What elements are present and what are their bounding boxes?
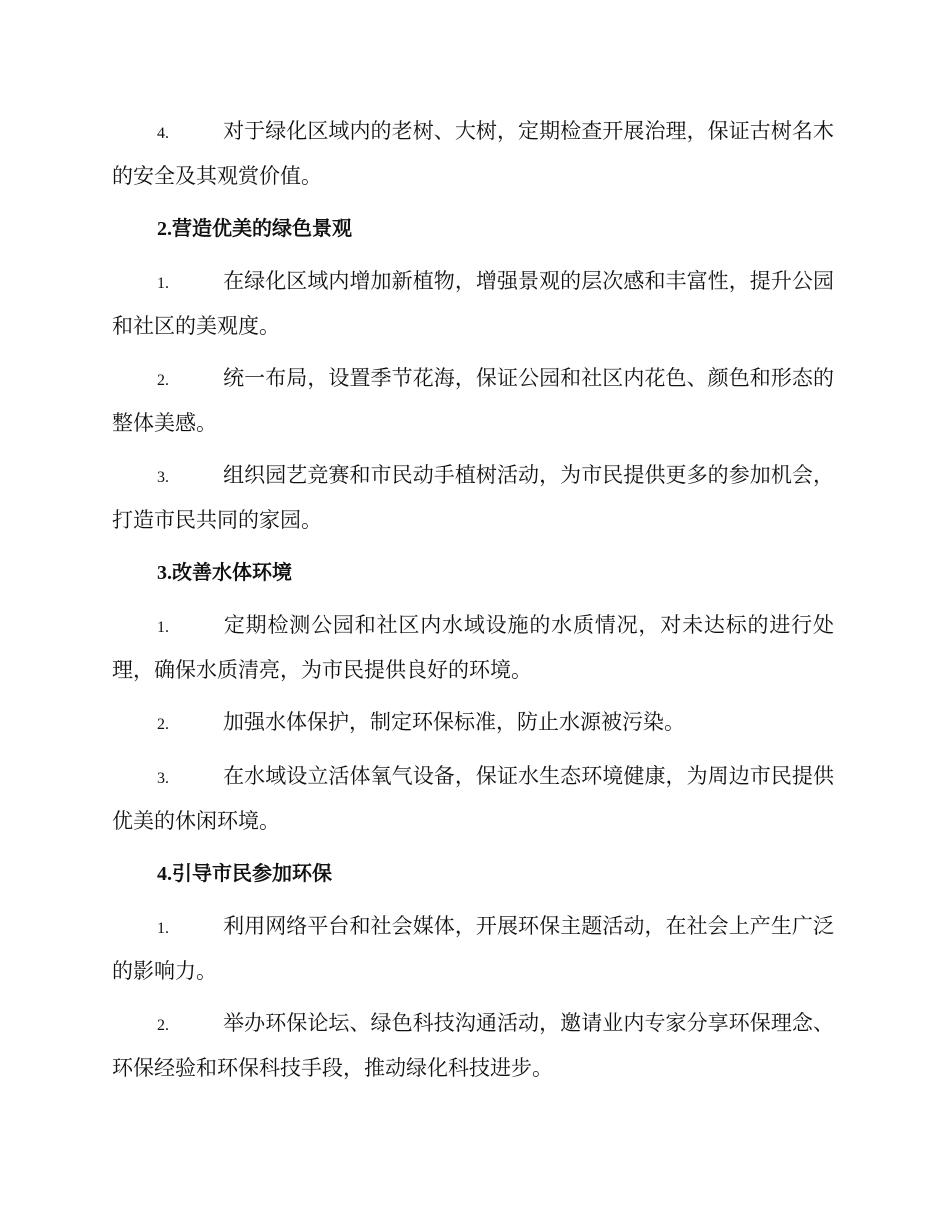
list-item-text: 在绿化区域内增加新植物，增强景观的层次感和丰富性，提升公园和社区的美观度。 [112,269,834,338]
list-item-number: 1. [157,619,169,636]
section-heading-number: 2. [157,218,172,240]
list-item-text: 统一布局，设置季节花海，保证公园和社区内花色、颜色和形态的整体美感。 [112,366,834,435]
section-heading-number: 4. [157,863,172,885]
list-item-text: 组织园艺竞赛和市民动手植树活动，为市民提供更多的参加机会，打造市民共同的家园。 [112,463,834,532]
list-item [112,1002,834,1090]
list-item-number: 1. [157,275,169,292]
list-item-text: 定期检测公园和社区内水域设施的水质情况，对未达标的进行处理，确保水质清亮，为市民提供良好的环境。 [112,613,834,682]
list-item [112,755,834,843]
document-body [112,110,834,1099]
list-item [112,905,834,993]
list-item-text: 对于绿化区域内的老树、大树，定期检查开展治理，保证古树名木的安全及其观赏价值。 [112,119,834,188]
list-item [112,357,834,445]
list-item [112,604,834,692]
section-heading-number: 3. [157,562,172,584]
list-item-number: 4. [157,125,169,142]
list-item-text: 举办环保论坛、绿色科技沟通活动，邀请业内专家分享环保理念、环保经验和环保科技手段，推动绿化科技进步。 [112,1011,834,1080]
list-item-text: 利用网络平台和社会媒体，开展环保主题活动，在社会上产生广泛的影响力。 [112,914,834,983]
section-heading [112,852,834,896]
list-item [112,110,834,198]
list-item-number: 2. [157,716,169,733]
list-item-text: 在水域设立活体氧气设备，保证水生态环境健康，为周边市民提供优美的休闲环境。 [112,764,834,833]
list-item-number: 2. [157,1017,169,1034]
list-item-number: 3. [157,770,169,787]
list-item [112,701,834,746]
section-heading-text: 营造优美的绿色景观 [172,216,352,240]
list-item-text: 加强水体保护，制定环保标准，防止水源被污染。 [223,710,685,734]
section-heading [112,551,834,595]
list-item-number: 1. [157,920,169,937]
list-item-number: 2. [157,372,169,389]
section-heading-text: 引导市民参加环保 [172,861,332,885]
section-heading-text: 改善水体环境 [172,560,292,584]
list-item [112,454,834,542]
list-item [112,260,834,348]
section-heading [112,207,834,251]
list-item-number: 3. [157,469,169,486]
